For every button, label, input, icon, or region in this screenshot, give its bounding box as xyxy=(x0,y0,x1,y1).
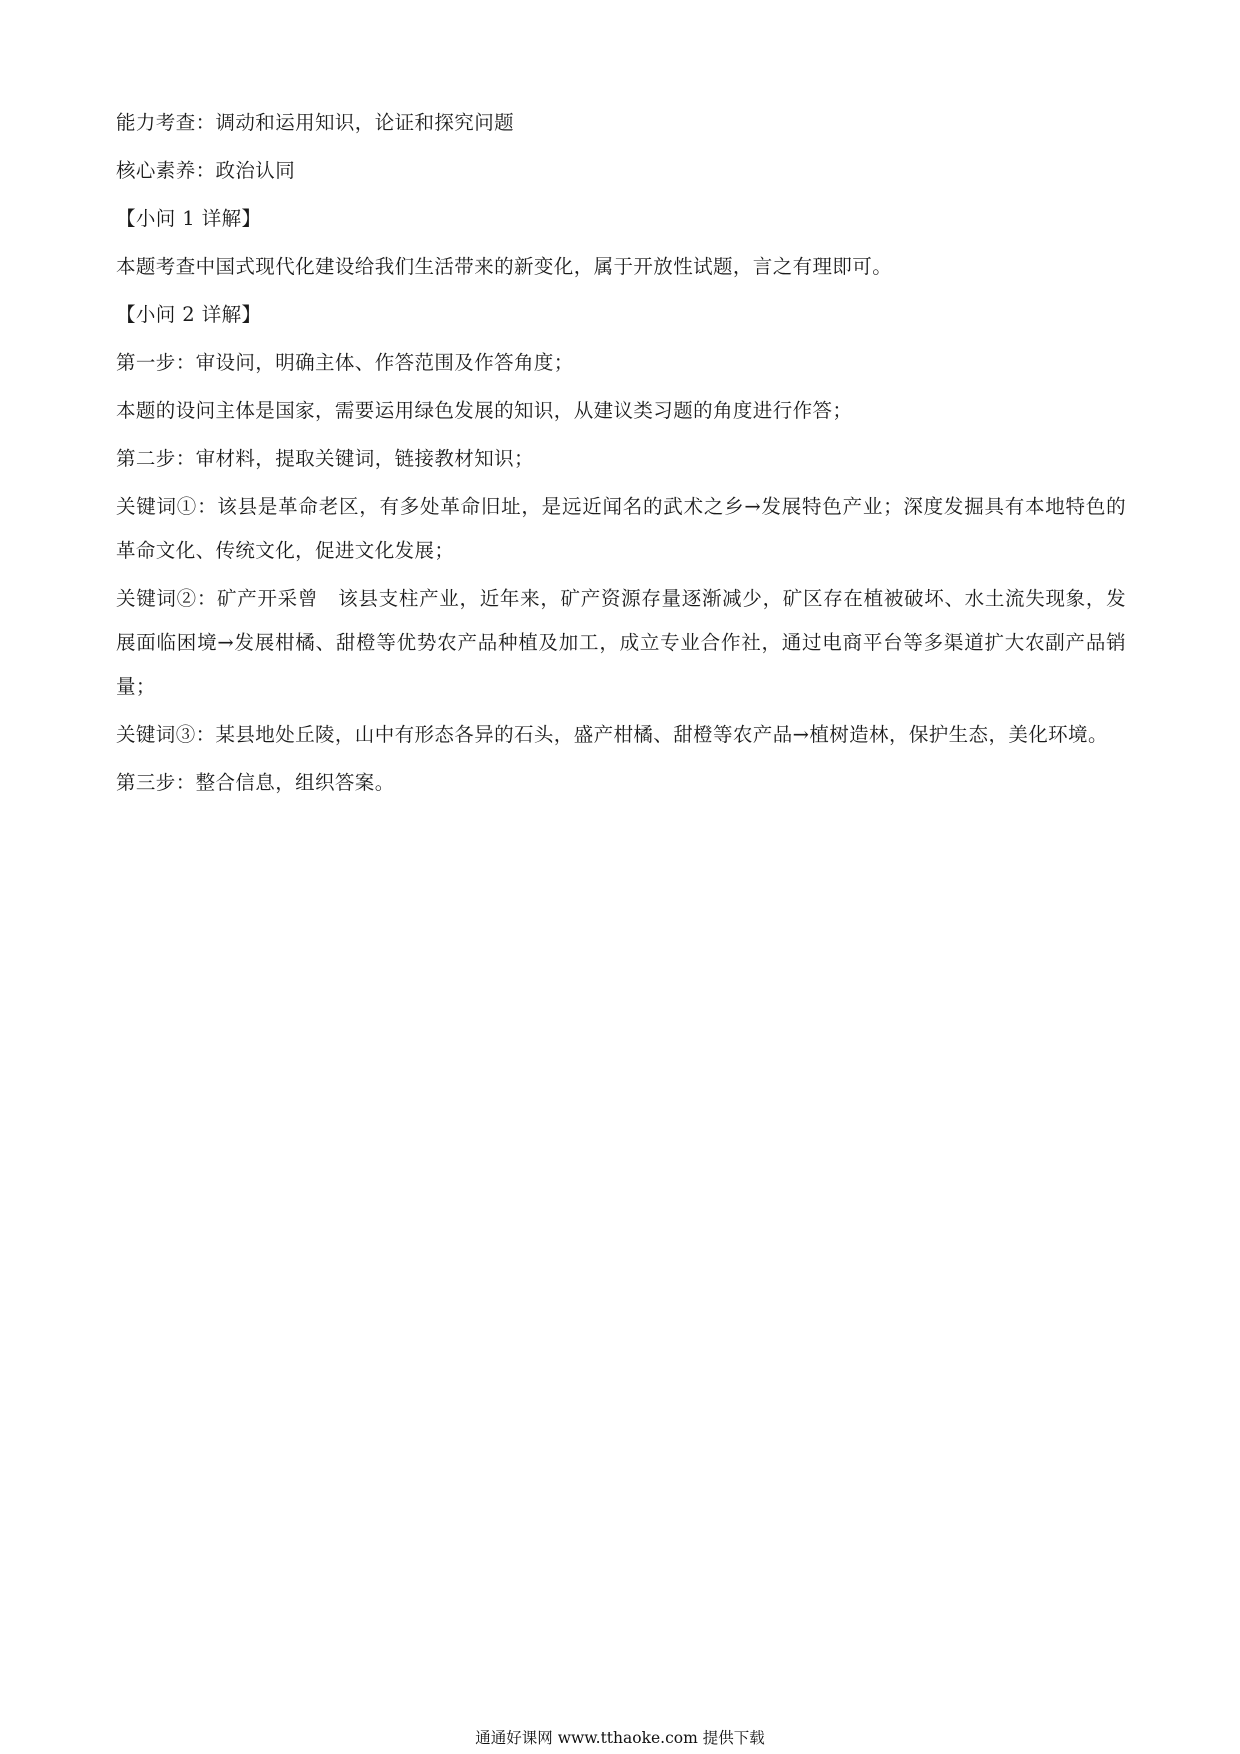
step-one-detail: 本题的设问主体是国家，需要运用绿色发展的知识，从建议类习题的角度进行作答； xyxy=(116,399,853,422)
page-footer: 通通好课网 www.tthaoke.com 提供下载 xyxy=(475,1729,765,1747)
keyword-1: 关键词①：该县是革命老区，有多处革命旧址，是远近闻名的武术之乡→发展特色产业；深度发掘具有本地特色的革命文化、传统文化，促进文化发展； xyxy=(116,495,1126,562)
sub-question-2-heading: 【小问 2 详解】 xyxy=(116,303,262,326)
step-two: 第二步：审材料，提取关键词，链接教材知识； xyxy=(116,447,534,470)
ability-assessment-line: 能力考查：调动和运用知识，论证和探究问题 xyxy=(116,111,515,134)
step-three: 第三步：整合信息，组织答案。 xyxy=(116,771,395,794)
sub-question-1-explanation: 本题考查中国式现代化建设给我们生活带来的新变化，属于开放性试题，言之有理即可。 xyxy=(116,255,893,278)
sub-question-1-heading: 【小问 1 详解】 xyxy=(116,207,262,230)
core-literacy-line: 核心素养：政治认同 xyxy=(116,159,296,182)
keyword-3: 关键词③：某县地处丘陵，山中有形态各异的石头，盛产柑橘、甜橙等农产品→植树造林，保护生态，美化环境。 xyxy=(116,723,1108,746)
step-one: 第一步：审设问，明确主体、作答范围及作答角度； xyxy=(116,351,574,374)
keyword-2: 关键词②：矿产开采曾 该县支柱产业，近年来，矿产资源存量逐渐减少，矿区存在植被破坏、水土流失现象，发展面临困境→发展柑橘、甜橙等优势农产品种植及加工，成立专业合作社，通过电商平台等多渠道扩大农副产品销量； xyxy=(116,587,1126,698)
document-body xyxy=(116,101,1126,809)
